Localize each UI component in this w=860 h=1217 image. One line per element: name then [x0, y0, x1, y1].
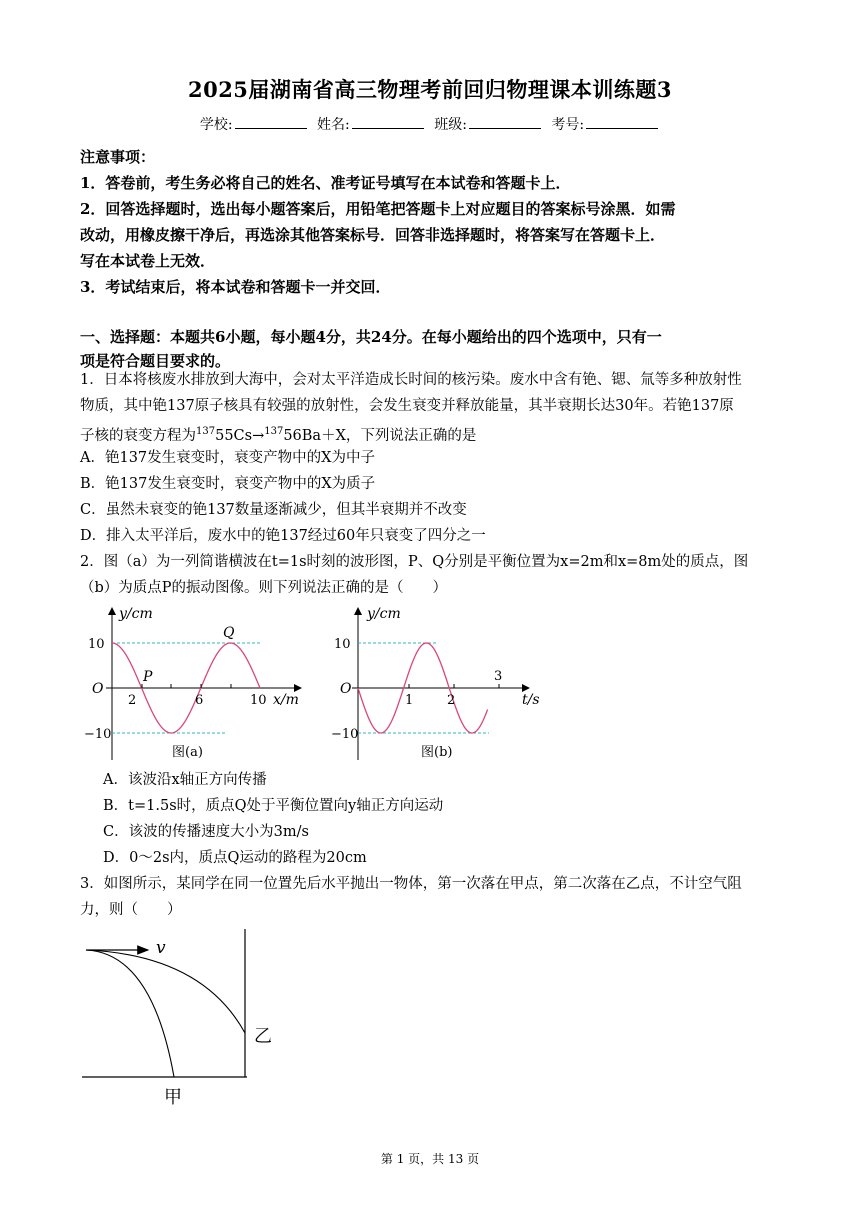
y-axis-label: y/cm — [119, 606, 153, 622]
class-blank — [469, 116, 541, 129]
student-info-row — [0, 114, 860, 134]
q1-equation-line: 子核的衰变方程为$^{137}$55Cs→$^{137}$56Ba＋X，下列说法正确的是 — [80, 426, 477, 444]
t-tick: 2 — [447, 693, 456, 708]
point-jia-label: 甲 — [164, 1087, 182, 1108]
x-axis-label: x/m — [273, 692, 299, 708]
q2-option-d: D．0～2s内，质点Q运动的路程为20cm — [103, 850, 367, 866]
notice-item: 1．答卷前，考生务必将自己的姓名、准考证号填写在本试卷和答题卡上． — [80, 174, 571, 192]
notice-item: 写在本试卷上无效． — [80, 252, 216, 270]
q3-text: 3．如图所示，某同学在同一位置先后水平抛出一物体，第一次落在甲点，第二次落在乙点，不计空气阻 — [80, 876, 742, 892]
origin-label: O — [92, 681, 104, 697]
trajectory-jia — [86, 950, 174, 1077]
notice-item: 3．考试结束后，将本试卷和答题卡一并交回． — [80, 278, 391, 296]
projectile-diagram — [82, 925, 282, 1110]
y-tick-neg: −10 — [84, 727, 112, 742]
page-title: 2025届湖南省高三物理考前回归物理课本训练题3 — [187, 77, 673, 102]
notice-item: 改动，用橡皮擦干净后，再选涂其他答案标号．回答非选择题时，将答案写在答题卡上． — [80, 226, 666, 244]
q2-option-a: A．该波沿x轴正方向传播 — [103, 772, 267, 788]
q2-text: （b）为质点P的振动图像。则下列说法正确的是（ ） — [80, 580, 448, 596]
y-tick-pos: 10 — [334, 637, 351, 652]
section-heading: 一、选择题：本题共6小题，每小题4分，共24分。在每小题给出的四个选项中，只有一 — [80, 328, 662, 346]
section-heading-cont: 项是符合题目要求的。 — [80, 352, 231, 370]
q1-option-d: D．排入太平洋后，废水中的铯137经过60年只衰变了四分之一 — [80, 528, 486, 544]
school-blank — [235, 116, 307, 129]
y-axis-label: y/cm — [367, 606, 401, 622]
q1-text: 1．日本将核废水排放到大海中，会对太平洋造成长时间的核污染。废水中含有铯、锶、氚等多种放射性 — [80, 372, 742, 388]
q1-text: 物质，其中铯137原子核具有较强的放射性，会发生衰变并释放能量，其半衰期长达30年。若铯137原 — [80, 398, 734, 414]
notice-item: 2．回答选择题时，选出每小题答案后，用铅笔把答题卡上对应题目的答案标号涂黑．如需 — [80, 200, 676, 218]
q1-option-a: A．铯137发生衰变时，衰变产物中的X为中子 — [80, 450, 375, 466]
point-yi-label: 乙 — [254, 1026, 272, 1047]
x-tick: 6 — [195, 693, 204, 708]
q2-option-c: C．该波的传播速度大小为3m/s — [103, 824, 309, 840]
q2-option-b: B．t=1.5s时，质点Q处于平衡位置向y轴正方向运动 — [103, 798, 444, 814]
q2-text: 2．图（a）为一列简谐横波在t=1s时刻的波形图，P、Q分别是平衡位置为x=2m和x=8m处的质点，图 — [80, 554, 749, 570]
point-p-label: P — [143, 669, 153, 685]
notice-heading: 注意事项： — [80, 148, 156, 166]
page-footer: 第 1 页，共 13 页 — [380, 1152, 480, 1166]
t-axis-label: t/s — [522, 692, 540, 708]
name-label: 姓名: — [317, 117, 350, 133]
y-tick-pos: 10 — [88, 637, 105, 652]
x-tick: 2 — [128, 693, 137, 708]
figure-caption: 图(a) — [172, 745, 203, 760]
origin-label: O — [340, 681, 352, 697]
school-label: 学校: — [199, 117, 233, 133]
exam-no-label: 考号: — [551, 117, 585, 133]
t-tick: 3 — [494, 669, 503, 684]
name-blank — [352, 116, 424, 129]
figure-caption: 图(b) — [421, 745, 453, 760]
wave-graph-a — [86, 600, 326, 765]
q1-option-b: B．铯137发生衰变时，衰变产物中的X为质子 — [80, 476, 376, 492]
point-q-label: Q — [223, 625, 235, 641]
vibration-graph-b — [331, 600, 549, 765]
q1-option-c: C．虽然未衰变的铯137数量逐渐减少，但其半衰期并不改变 — [80, 502, 467, 518]
velocity-label: v — [156, 938, 166, 958]
trajectory-yi — [86, 950, 245, 1033]
class-label: 班级: — [434, 117, 467, 133]
q3-text: 力，则（ ） — [80, 902, 182, 918]
x-tick: 10 — [250, 693, 267, 708]
t-tick: 1 — [405, 693, 414, 708]
y-tick-neg: −10 — [331, 727, 359, 742]
exam-no-blank — [586, 116, 658, 129]
